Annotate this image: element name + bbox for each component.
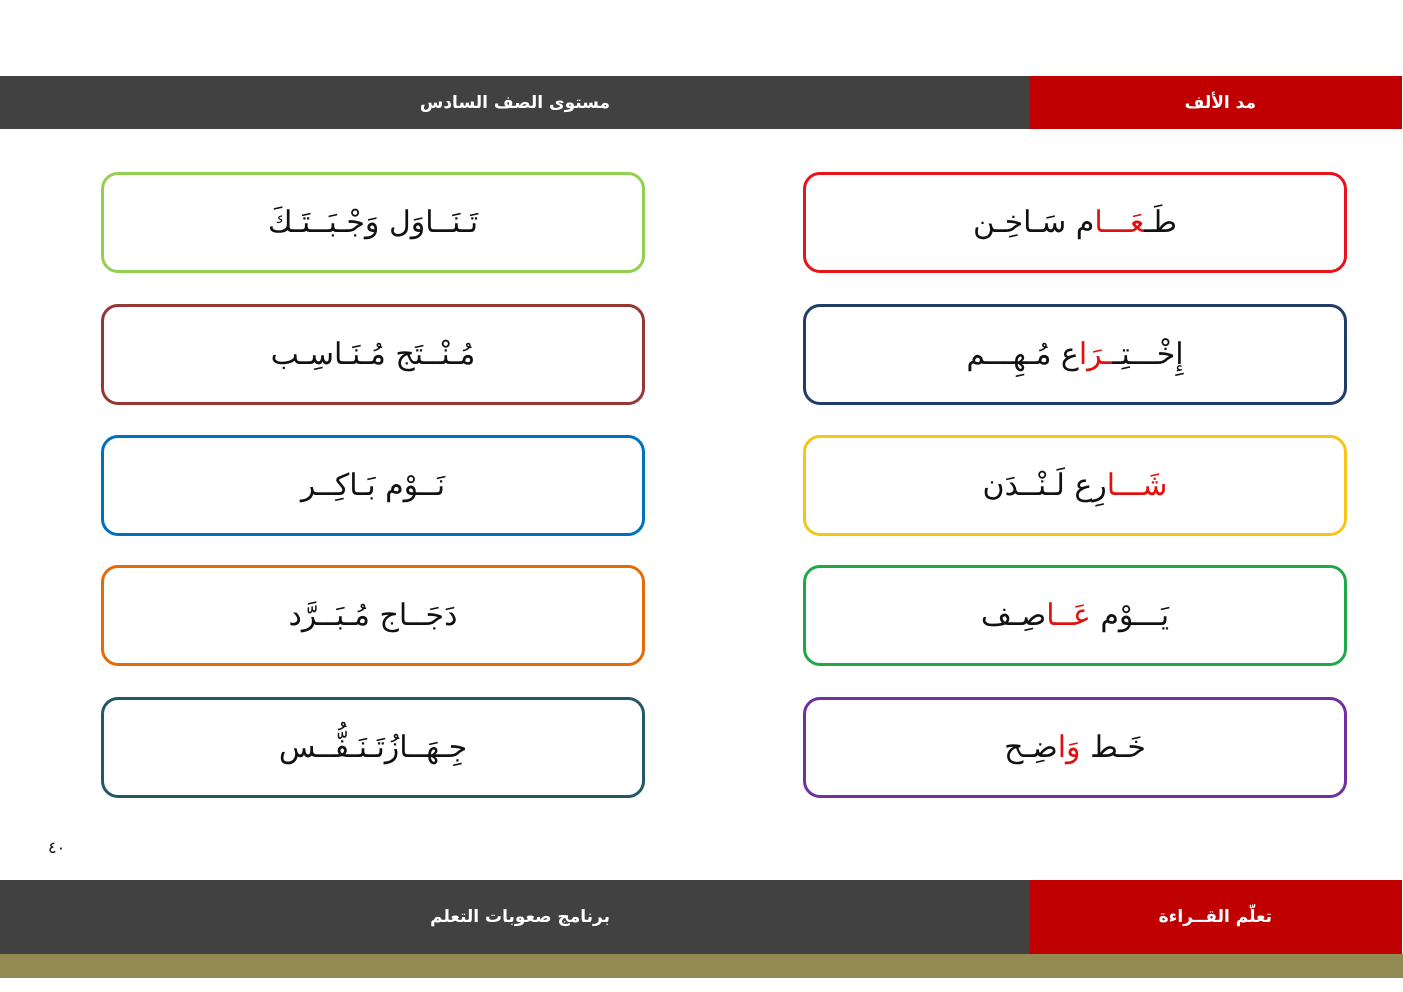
word-card (803, 697, 1347, 798)
word-text: تَـنَــاوَل وَجْـبَــتَـكَ (267, 205, 479, 240)
header-dark-section (0, 76, 1030, 129)
header-red-section (1030, 76, 1402, 129)
word-card (803, 172, 1347, 273)
word-text: جِـهَــازُتَـنَـفُّــس (278, 730, 468, 765)
word-text: دَجَــاج مُـبَــرَّد (288, 598, 458, 633)
word-text: يَـــوْم عَــاصِـف (980, 598, 1170, 633)
footer-bar (0, 880, 1403, 954)
word-card (101, 172, 645, 273)
highlighted-syllable: وَا (1057, 730, 1081, 765)
highlighted-syllable: ـرَا (1078, 337, 1113, 372)
word-card (101, 697, 645, 798)
lesson-title: مد الألف (1184, 92, 1256, 113)
word-text: إِخْـــتِــرَاع مُـهِـــم (966, 337, 1184, 372)
word-text: شَـــارِع لَـنْــدَن (982, 468, 1168, 503)
page-number: ٤٠ (48, 838, 66, 857)
word-card (803, 565, 1347, 666)
level-label: مستوى الصف السادس (419, 92, 610, 113)
word-text: مُـنْــتَج مُـنَـاسِـب (270, 337, 476, 372)
footer-strip (0, 954, 1403, 978)
book-title: تعلّم القــراءة (1158, 907, 1272, 927)
footer-dark-section (0, 880, 1030, 954)
highlighted-syllable: عَـــا (1094, 205, 1145, 240)
word-text: طَـعَـــام سَـاخِـن (972, 205, 1177, 240)
word-text: خَـط وَاضِـح (1004, 730, 1146, 765)
word-card (101, 435, 645, 536)
highlighted-syllable: شَـــا (1106, 468, 1168, 503)
word-card (803, 304, 1347, 405)
word-card (101, 565, 645, 666)
word-card (803, 435, 1347, 536)
header-bar (0, 76, 1403, 129)
program-label: برنامج صعوبات التعلم (430, 907, 610, 927)
word-text: نَــوْم بَـاكِــر (300, 468, 446, 503)
word-card (101, 304, 645, 405)
footer-red-section (1030, 880, 1402, 954)
highlighted-syllable: عَــا (1046, 598, 1091, 633)
